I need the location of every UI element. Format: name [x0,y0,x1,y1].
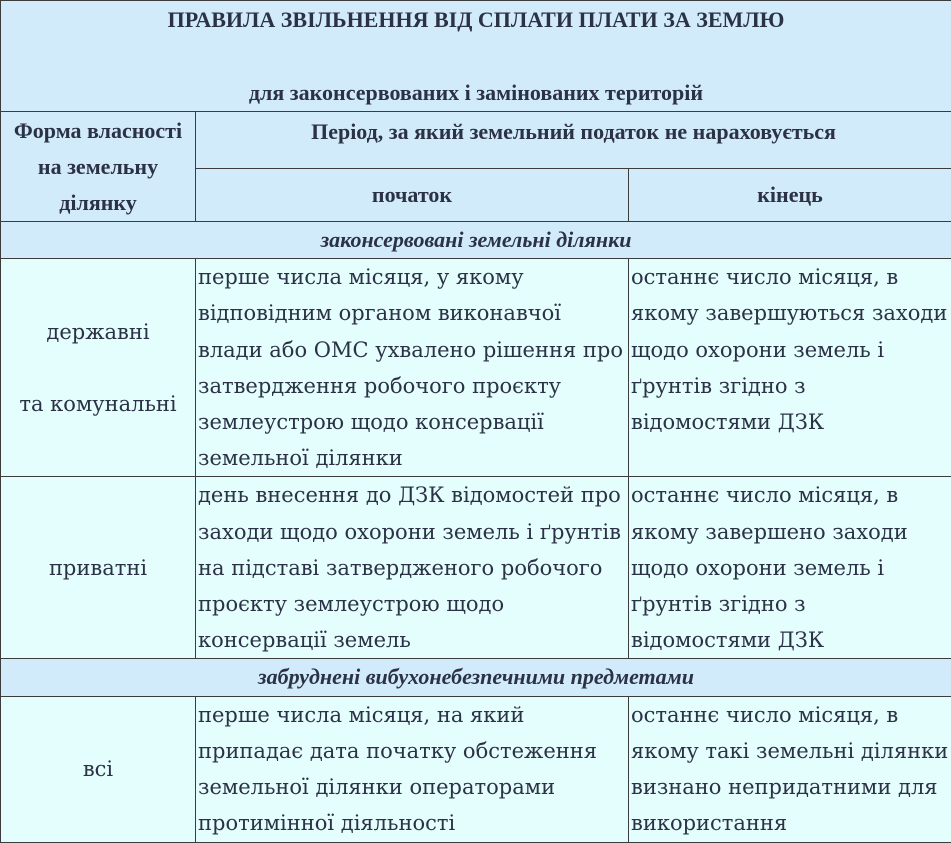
owner-label: приватні [3,550,193,586]
owner-private [1,477,196,659]
end-cell: останнє число місяця, в якому завершено заходи щодо охорони земель і ґрунтів згідно з відомостями ДЗК [629,477,951,659]
owner-state-communal [1,259,196,477]
start-header: початок [196,169,629,222]
end-cell: останнє число місяця, в якому такі земельні ділянки визнано непридатними для використання [629,696,951,842]
owner-all [1,696,196,842]
section-explosive: забруднені вибухонебезпечними предметами [1,659,951,696]
period-header: Період, за який земельний податок не нараховується [196,112,951,169]
table-title [1,1,951,112]
end-header: кінець [629,169,951,222]
title-main: ПРАВИЛА ЗВІЛЬНЕННЯ ВІД СПЛАТИ ПЛАТИ ЗА ЗЕМЛЮ [1,1,951,39]
start-cell: день внесення до ДЗК відомостей про заходи щодо охорони земель і ґрунтів на підставі затвердженого робочого проєкту землеустрою щодо консервації земель [196,477,629,659]
ownership-header: Форма власності на земельну ділянку [1,112,196,222]
start-cell: перше числа місяця, у якому відповідним органом виконавчої влади або ОМС ухвалено рішення про затвердження робочого проєкту землеустрою щодо консервації земельної ділянки [196,259,629,477]
owner-label-line2: та комунальні [3,386,193,422]
section-conserved: законсервовані земельні ділянки [1,222,951,259]
owner-label: державні [3,314,193,350]
end-cell: останнє число місяця, в якому завершуються заходи щодо охорони земель і ґрунтів згідно з відомостями ДЗК [629,259,951,477]
owner-label: всі [3,751,193,787]
start-cell: перше числа місяця, на який припадає дата початку обстеження земельної ділянки операторами протимінної діяльності [196,696,629,842]
title-subtitle: для законсервованих і замінованих територій [1,75,951,111]
